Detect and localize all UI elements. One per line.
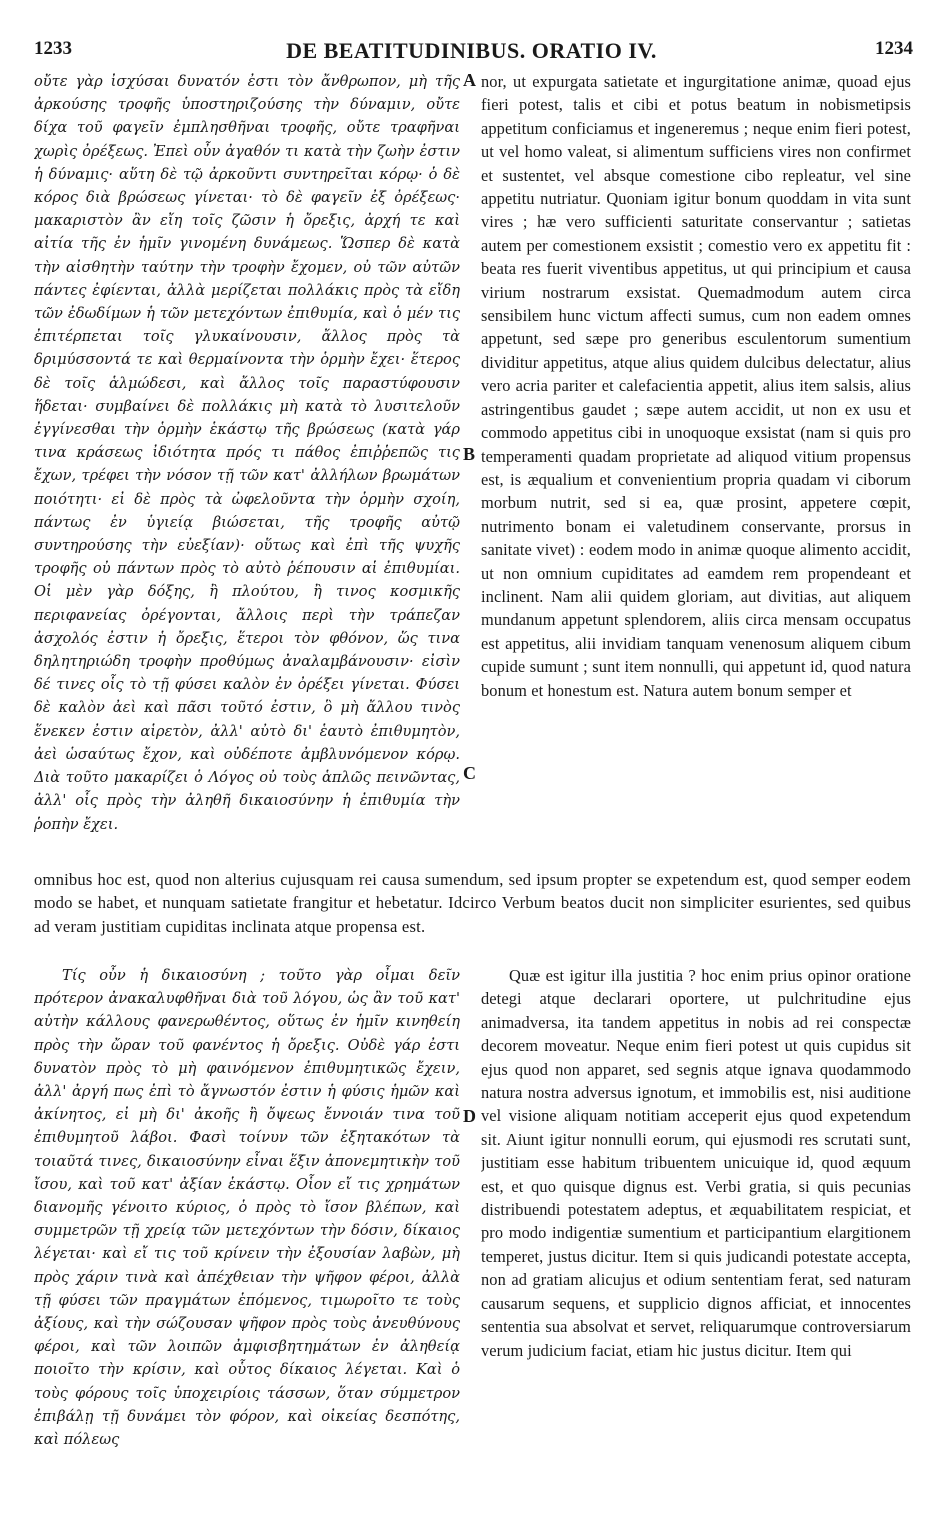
latin-paragraph-top: nor, ut expurgata satietate et ingurgitatione animæ, quoad ejus fieri potest, talis et cibi et potus beatum in nobismetipsis appetitum conficiamus et ingeneremus ; neque enim fieri potest, ut vel homo valeat, si alimentum sufficiens vires non confirmet et sustentet, vel absque comestione cibo repleatur, vel sine appetitu nutriatur. Quoniam igitur bonum quoddam in vita sunt vires ; hæ vero sufficienti saturitate conservantur ; satietas autem per comestionem exsistit ; comestio vero ex appetitu fit : beata res fuerit viventibus appetitus, ut qui principium et causa virium nostrarum exsistat. Quemadmodum autem circa sensibilem hunc victum affecti sumus, cum non eadem omnes appetunt, sed sæpe pro generibus esculentorum sumentium dividitur appetitus, atque alius quidem dulcibus delectatur, alius vero acria pariter et calefacientia appetit, alius item salsis, alius astringentibus gaudet ; sæpe autem accidit, ut non ex usu et commodo appetitus cibi in unoquoque exsistat (nam si quis pro temperamenti quadam proprietate ad aliquod vitium propensus est, is æqualium et convenientium propria quadam vi ciborum morbum nutrit, sed si ea, quæ prosint, appetere cœpit, nutrimento bonam ei valetudinem conservante, prorsus in sanitate vivet) : eodem modo in animæ quoque alimento accidit, ut non omnium cupiditates ad eamdem rem propendeant et inclinent. Nam alii quidem gloriam, aut divitias, aut aliquem mundanum appetunt splendorem, aliis circa mensam occupatus est appetitus, alii invidiam tanquam venenosum aliquem cibum cupide sumunt ; sunt item nonnulli, qui appetunt id, quod natura bonum et honestum est. Natura autem bonum semper et (481, 72, 911, 700)
section-marker-a: A (463, 70, 476, 90)
section-marker-b: B (463, 444, 476, 464)
greek-paragraph-bottom: Τίς οὖν ἡ δικαιοσύνη ; τοῦτο γὰρ οἶμαι δεῖν πρότερον ἀνακαλυφθῆναι διὰ τοῦ λόγου, ὡς ἂν τοῦ κατ' αὐτὴν κάλλους φανερωθέντος, οὕτως ἐν ἡμῖν κινηθείη πρὸς τὴν ὤραν τοῦ φανέντος ἡ ὄρεξις. Οὐδὲ γάρ ἐστι δυνατὸν πρὸς τὸ μὴ φαινόμενον ἐπιθυμητικῶς ἔχειν, ἀλλ' ἀργή πως ἐπὶ τὸ ἄγνωστόν ἐστιν ἡ φύσις ἡμῶν καὶ ἀκίνητος, εἰ μὴ δι' ἀκοῆς ἢ ὄψεως ἔννοιάν τινα τοῦ ἐπιθυμητοῦ λάβοι. Φασὶ τοίνυν τῶν ἐξητακότων τὰ τοιαῦτά τινες, δικαιοσύνην εἶναι ἕξιν ἀπονεμητικὴν τοῦ ἴσου, καὶ τοῦ κατ' ἀξίαν ἑκάστῳ. Οἷον εἴ τις χρημάτων διανομῆς γένοιτο κύριος, ὁ πρὸς τὸ ἴσον βλέπων, καὶ συμμετρῶν τῇ χρείᾳ τῶν μετεχόντων τὴν δόσιν, δίκαιος λέγεται· καὶ εἴ τις τοῦ κρίνειν τὴν ἐξουσίαν λαβὼν, μὴ πρὸς χάριν τινὰ καὶ ἀπέχθειαν τὴν ψῆφον φέροι, ἀλλὰ τῇ φύσει τῶν πραγμάτων ἑπόμενος, τιμωροῖτο τε τοὺς ἀξίους, καὶ τὴν σώζουσαν ψῆφον πρὸς τοὺς ἀνευθύνους φέροι, καὶ τῶν λοιπῶν ἀμφισβητημάτων ἐν ἀληθείᾳ ποιοῖτο τὴν κρίσιν, καὶ οὗτος δίκαιος λέγεται. Καὶ ὁ τοὺς φόρους τοῖς ὑποχειρίοις τάσσων, ὅταν σύμμετρον ἐπιβάλῃ τῇ δυνάμει τὸν φόρον, καὶ οἰκείας δεσπότης, καὶ πόλεως (34, 967, 460, 1449)
page-number-right: 1234 (875, 38, 913, 59)
section-marker-d: D (463, 1106, 476, 1126)
latin-column-top (481, 70, 911, 870)
latin-column-bottom (481, 964, 911, 1484)
greek-column-bottom (34, 964, 460, 1484)
greek-paragraph-top: οὔτε γὰρ ἰσχύσαι δυνατόν ἐστι τὸν ἄνθρωπον, μὴ τῆς ἀρκούσης τροφῆς ὑποστηριζούσης τὴν δύναμιν, οὔτε δίχα τοῦ φαγεῖν ἐμπλησθῆναι τροφῆς, οὔτε τραφῆναι χωρὶς ὀρέξεως. Ἐπεὶ οὖν ἀγαθόν τι κατὰ τὴν ζωὴν ἐστιν ἡ δύναμις· αὕτη δὲ τῷ ἀρκοῦντι συντηρεῖται κόρῳ· ὁ δὲ κόρος διὰ βρώσεως γίνεται· τὸ δὲ φαγεῖν ἐξ ὀρέξεως· μακαριστὸν ἂν εἴη τοῖς ζῶσιν ἡ ὄρεξις, ἀρχή τε καὶ αἰτία τῆς ἐν ἡμῖν γινομένη δυνάμεως. Ὥσπερ δὲ κατὰ τὴν αἰσθητὴν ταύτην τὴν τροφὴν ἔχομεν, οὐ τῶν αὐτῶν πάντες ἐφίενται, ἀλλὰ μερίζεται πολλάκις πρὸς τὰ εἴδη τῶν ἐδωδίμων ἡ τῶν μετεχόντων ἐπιθυμία, καὶ ὁ μέν τις ἐπιτέρπεται τοῖς γλυκαίνουσιν, ἄλλος πρὸς τὰ δριμύσσοντά τε καὶ θερμαίνοντα τὴν ὁρμὴν ἔχει· ἕτερος δὲ τοῖς ἁλμώδεσι, καὶ ἄλλος τοῖς παραστύφουσιν ἥδεται· συμβαίνει δὲ πολλάκις μὴ κατὰ τὸ λυσιτελοῦν ἐγγίνεσθαι τὴν ὁρμὴν ἑκάστῳ τῆς βρώσεως (κατὰ γάρ τινα κράσεως ἰδιότητα πρός τι πάθος ἐπιῤῥεπῶς τις ἔχων, τρέφει τὴν νόσον τῇ τῶν κατ' ἀλλήλων βρωμάτων ποιότητι· εἰ δὲ πρὸς τὰ ὠφελοῦντα τὴν ὁρμὴν σχοίη, πάντως ἐν ὑγιείᾳ βιώσεται, τῆς τροφῆς αὐτῷ συντηρούσης τὴν εὐεξίαν)· οὕτως καὶ ἐπὶ τῆς ψυχῆς τροφῆς οὐ πάντων πρὸς τὸ αὐτὸ ῥέπουσιν αἱ ἐπιθυμίαι. Οἱ μὲν γὰρ δόξης, ἢ πλούτου, ἢ τινος κοσμικῆς περιφανείας ὀρέγονται, ἄλλοις περὶ τὴν τράπεζαν ἀσχολός ἐστιν ἡ ὄρεξις, ἕτεροι τὸν φθόνον, ὥς τινα δηλητηριώδη τροφὴν προθύμως ἀναλαμβάνουσιν· εἰσὶν δέ τινες οἷς τὸ τῇ φύσει καλὸν ἐν ὀρέξει γίνεται. Φύσει δὲ καλὸν ἀεὶ καὶ πᾶσι τοῦτό ἐστιν, ὃ μὴ ἄλλου τινὸς ἕνεκεν ἐστιν αἱρετὸν, ἀλλ' αὐτὸ δι' ἑαυτὸ ἐπιθυμητὸν, ἀεὶ ὡσαύτως ἔχον, καὶ οὐδέποτε ἀμβλυνόμενον κόρῳ. Διὰ τοῦτο μακαρίζει ὁ Λόγος οὐ τοὺς ἁπλῶς πεινῶντας, ἀλλ' οἷς πρὸς τὴν ἀληθῆ δικαιοσύνην ἡ ἐπιθυμία τὴν ῥοπὴν ἔχει. (34, 73, 460, 833)
page-number-left: 1233 (34, 38, 72, 59)
running-title: DE BEATITUDINIBUS. ORATIO IV. (286, 38, 657, 63)
latin-paragraph-bottom: Quæ est igitur illa justitia ? hoc enim prius opinor oratione detegi atque declarari oportere, ut pulchritudine ejus animadversa, ita tandem appetitus in nobis ad rei conspectæ decorem moveatur. Neque enim fieri potest ut quis cupidus sit ejus quod non apparet, sed segnis atque ignava quodammodo natura nostra adversus ignotum, et immobilis est, nisi auditione vel visione aliquam notitiam acceperit ejus quod expetendum sit. Aiunt igitur nonnulli eorum, qui ejusmodi res scrutati sunt, justitiam esse habitum tribuentem unicuique id, quod æquum est, et quo quisque dignus est. Verbi gratia, si quis pecunias distribuendi potestatem adeptus, et æquabilitatem respiciat, et pro modo indigentiæ sumentium et participantium elargitionem temperet, justus dicitur. Item si quis judicandi potestate accepta, non ad gratiam alicujus et odium sententiam ferat, sed naturam causarum sequens, et supplicio dignos afficiat, et innocentes sententia sua absolvat et servet, reliquarumque controversiarum verum judicium faciat, etiam hic justus dicitur. Item qui (481, 966, 911, 1360)
full-width-paragraph: omnibus hoc est, quod non alterius cujusquam rei causa sumendum, sed ipsum propter se expetendum est, quod semper eodem modo se habet, et nunquam satietate frangitur et hebetatur. Idcirco Verbum beatos ducit non simpliciter esurientes, sed quibus ad veram justitiam cupiditas inclinata atque propensa est. (34, 870, 911, 936)
section-marker-c: C (463, 763, 476, 783)
greek-column-top (34, 70, 460, 870)
page-header (30, 38, 913, 68)
